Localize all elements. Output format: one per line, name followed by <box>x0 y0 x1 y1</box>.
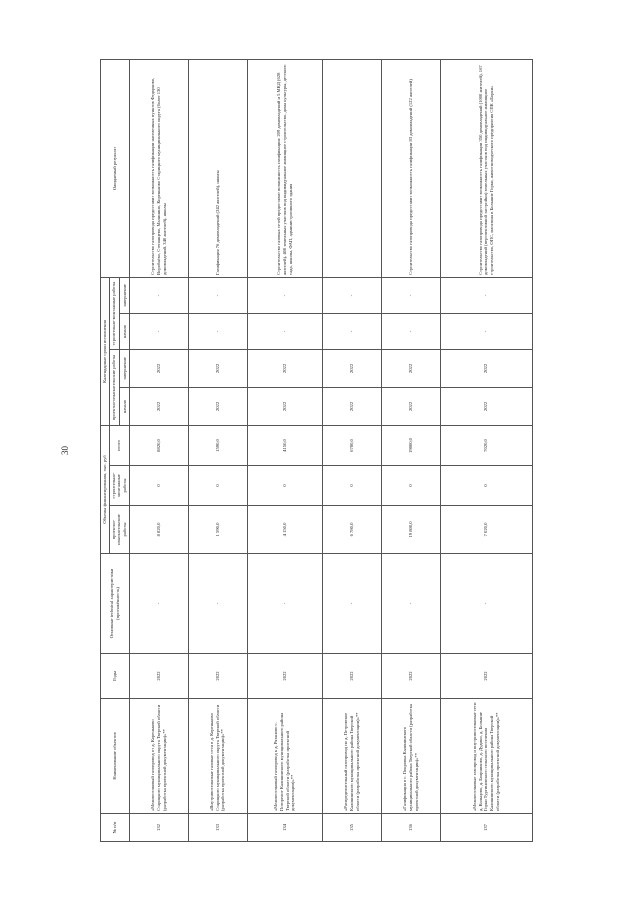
header-result: Ожидаемый результат <box>101 59 130 277</box>
row-chars: - <box>247 554 322 654</box>
row-cal-project-start: 2022 <box>188 387 247 425</box>
row-fin-project: 6 780,0 <box>322 506 381 554</box>
row-name: «Межпоселковый газопровод от д. Кореньково Старицкого муниципального округа Тверской области (разработка проектной документации)»** <box>129 699 188 814</box>
row-chars: - <box>381 554 440 654</box>
header-fin-total: итого <box>109 425 129 465</box>
header-cal-project-end: завершение <box>119 349 129 387</box>
row-years: 2022 <box>440 654 532 699</box>
table-row <box>129 59 188 841</box>
header-cal-construction-start: начало <box>119 313 129 349</box>
row-fin-construction: 0 <box>322 466 381 506</box>
row-cal-project-end: 2022 <box>381 349 440 387</box>
header-cal-project-start: начало <box>119 387 129 425</box>
row-chars: - <box>440 554 532 654</box>
row-cal-project-start: 2022 <box>322 387 381 425</box>
header-cal-project: проектно-изыскательские работы <box>109 349 119 425</box>
row-result <box>322 59 381 277</box>
row-name: «Межпоселковый газопровод к д. Рязаново с. Погорелое Калининского муниципального района Тверской области (разработка проектной документации)»** <box>247 699 322 814</box>
row-cal-construction-end: - <box>322 277 381 313</box>
row-cal-construction-start: - <box>440 313 532 349</box>
row-fin-project: 1 590,0 <box>188 506 247 554</box>
row-num: 133 <box>188 814 247 842</box>
row-years: 2022 <box>188 654 247 699</box>
header-financing: Объемы финансирования, тыс. руб <box>101 425 110 553</box>
header-num: № п/п <box>101 814 130 842</box>
row-years: 2022 <box>381 654 440 699</box>
row-cal-project-end: 2022 <box>322 349 381 387</box>
header-fin-construction: строительно-монтажные работы <box>109 466 129 506</box>
row-num: 132 <box>129 814 188 842</box>
row-chars: - <box>188 554 247 654</box>
row-result: Строительство газовых сетей предоставит возможность газификации: 209 домовладений и 5 МКД (628 жителей), 400 земельных участков под индивидуальное жилищное строительство, дома культуры, детского сада, школы, ФАП, административного здания <box>247 59 322 277</box>
row-cal-construction-end: - <box>129 277 188 313</box>
header-fin-project: проектно-изыскательские работы <box>109 506 129 554</box>
header-cal-construction-end: завершение <box>119 277 129 313</box>
row-chars: - <box>322 554 381 654</box>
row-cal-construction-start: - <box>247 313 322 349</box>
row-name: «Межпоселковые газопровод и внутрипоселковые сети д. Кольцово, д. Боярниково, д. Дудино, д. Большие Горки Тургиновского сельского поселения Калининского муниципального района Тверской области (разработка проектной документации)»** <box>440 699 532 814</box>
row-fin-construction: 0 <box>247 466 322 506</box>
row-cal-construction-end: - <box>188 277 247 313</box>
row-num: 136 <box>381 814 440 842</box>
row-cal-construction-start: - <box>188 313 247 349</box>
row-cal-project-start: 2022 <box>129 387 188 425</box>
table-row <box>247 59 322 841</box>
row-fin-total: 1590,0 <box>188 425 247 465</box>
row-result: Строительство газопровода предоставит возможность газификации 83 домовладений (122 жителей) <box>381 59 440 277</box>
row-fin-total: 8820,0 <box>129 425 188 465</box>
header-name: Наименование объектов <box>101 699 130 814</box>
row-years: 2022 <box>129 654 188 699</box>
header-cal-construction: строительно-монтажные работы <box>109 277 119 349</box>
row-fin-construction: 0 <box>381 466 440 506</box>
row-fin-project: 7 020,0 <box>440 506 532 554</box>
row-cal-construction-end: - <box>247 277 322 313</box>
row-fin-project: 4 150,0 <box>247 506 322 554</box>
row-num: 134 <box>247 814 322 842</box>
row-fin-total: 7020,0 <box>440 425 532 465</box>
header-characteristics: Основные technical характеристики (протяжённость) <box>101 554 130 654</box>
row-result: Газификация 76 домовладений (242 жителей), школы <box>188 59 247 277</box>
row-fin-total: 6780,0 <box>322 425 381 465</box>
table-row <box>381 59 440 841</box>
row-cal-project-end: 2022 <box>247 349 322 387</box>
row-cal-project-end: 2022 <box>188 349 247 387</box>
row-fin-construction: 0 <box>188 466 247 506</box>
row-fin-total: 4150,0 <box>247 425 322 465</box>
row-cal-construction-end: - <box>381 277 440 313</box>
row-cal-construction-start: - <box>322 313 381 349</box>
row-fin-project: 19 800,0 <box>381 506 440 554</box>
header-row-1 <box>101 59 110 841</box>
table-row <box>322 59 381 841</box>
objects-table <box>100 59 533 842</box>
row-years: 2022 <box>247 654 322 699</box>
row-cal-construction-start: - <box>381 313 440 349</box>
row-name: «Газификация в с. Покровка Калининского муниципального района Тверской области (разработка проектной документации)»** <box>381 699 440 814</box>
row-fin-total: 19800,0 <box>381 425 440 465</box>
header-calendar: Календарные сроки исполнения <box>101 277 110 425</box>
row-cal-project-start: 2022 <box>381 387 440 425</box>
row-fin-project: 8 820,0 <box>129 506 188 554</box>
page-number: 30 <box>60 446 70 455</box>
row-chars: - <box>129 554 188 654</box>
row-name: «Внутрипоселковые газовые сети в д. Кореньково Старицкого муниципального округа Тверской области (разработка проектной документации)»** <box>188 699 247 814</box>
row-fin-construction: 0 <box>440 466 532 506</box>
row-cal-project-end: 2022 <box>440 349 532 387</box>
row-cal-project-end: 2022 <box>129 349 188 387</box>
row-name: «Распределительный газопровод по д. Петровское Калининского муниципального района Тверской области (разработка проектной документации)»** <box>322 699 381 814</box>
row-cal-construction-end: - <box>440 277 532 313</box>
row-result: Строительство газопровода предоставит возможность газификации 350 домовладений (1000 жителей), 167 домовладений (перспективной застройки) земельных участков под индивидуальное жилищное строительство, ОПС, магазина в Большие Горки, животноводческого предприятия СПК «Борки» <box>440 59 532 277</box>
table-row <box>440 59 532 841</box>
row-fin-construction: 0 <box>129 466 188 506</box>
row-cal-project-start: 2022 <box>247 387 322 425</box>
row-num: 137 <box>440 814 532 842</box>
rotated-table-container <box>100 60 530 842</box>
row-result: Строительство газопровода предоставит возможность газификации населенных пунктов Федорково, Воробьёво, Степанцево, Малинино, Кореньково Старицкого муниципального округа (более 130 домовладений, 340 жителей), школы <box>129 59 188 277</box>
row-cal-construction-start: - <box>129 313 188 349</box>
table-row <box>188 59 247 841</box>
row-cal-project-start: 2022 <box>440 387 532 425</box>
row-years: 2022 <box>322 654 381 699</box>
row-num: 135 <box>322 814 381 842</box>
header-years: Годы <box>101 654 130 699</box>
